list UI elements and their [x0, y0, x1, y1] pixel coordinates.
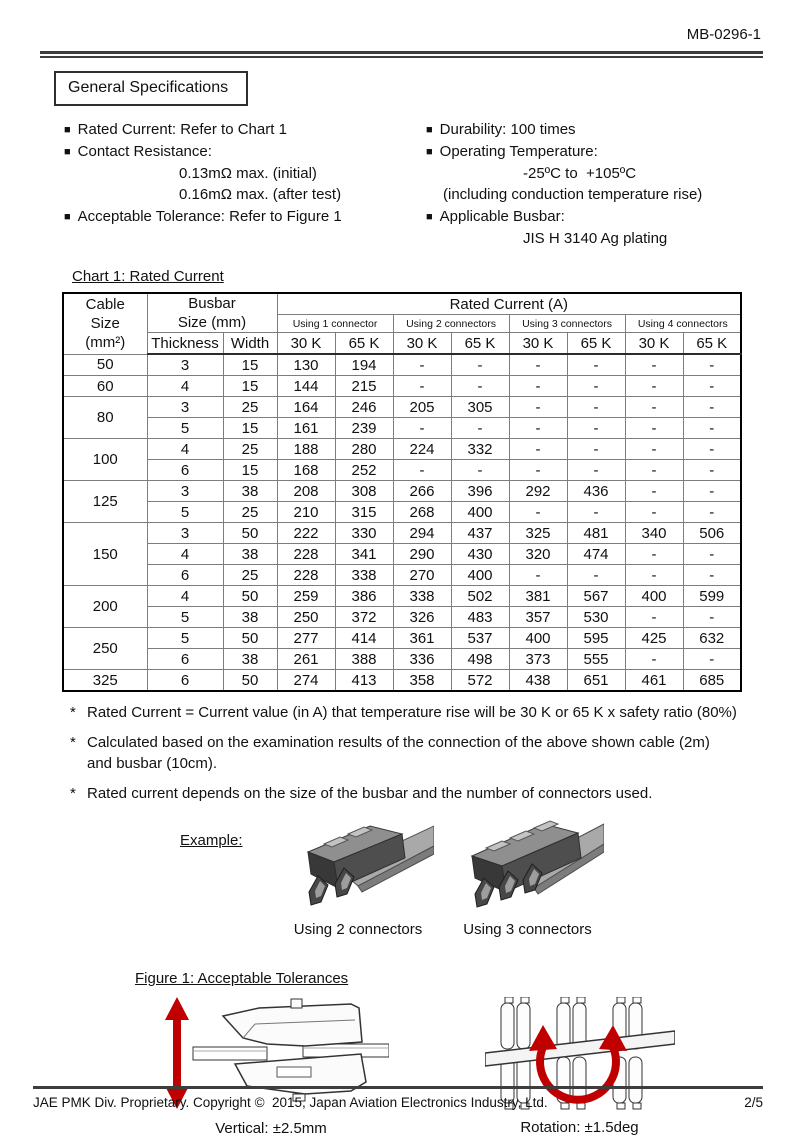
- thickness-cell: 6: [147, 670, 223, 692]
- col-header-30k: 30 K: [277, 333, 335, 355]
- table-row: [63, 565, 741, 586]
- current-cell: 280: [335, 439, 393, 460]
- spec-durability: [426, 121, 763, 138]
- thickness-cell: 6: [147, 565, 223, 586]
- spec-label: Durability: 100 times: [439, 121, 576, 138]
- current-cell: 396: [451, 481, 509, 502]
- current-cell: -: [683, 397, 741, 418]
- col-header-30k: 30 K: [625, 333, 683, 355]
- cable-size-cell: 125: [63, 481, 147, 523]
- current-cell: -: [393, 418, 451, 439]
- current-cell: 437: [451, 523, 509, 544]
- width-cell: 38: [223, 544, 277, 565]
- current-cell: 530: [567, 607, 625, 628]
- current-cell: 224: [393, 439, 451, 460]
- current-cell: 341: [335, 544, 393, 565]
- col-header-cable-size: Cable Size (mm²): [63, 293, 147, 354]
- current-cell: 361: [393, 628, 451, 649]
- spec-applicable-busbar: [426, 208, 763, 225]
- footnote-marker: *: [70, 704, 76, 721]
- table-row: [63, 649, 741, 670]
- current-cell: 483: [451, 607, 509, 628]
- header-double-rule: [40, 51, 763, 58]
- thickness-cell: 3: [147, 397, 223, 418]
- current-cell: 386: [335, 586, 393, 607]
- current-cell: 228: [277, 565, 335, 586]
- current-cell: 651: [567, 670, 625, 692]
- current-cell: 194: [335, 354, 393, 376]
- width-cell: 15: [223, 376, 277, 397]
- current-cell: -: [625, 649, 683, 670]
- current-cell: 632: [683, 628, 741, 649]
- spec-label: Applicable Busbar:: [439, 208, 565, 225]
- current-cell: -: [567, 460, 625, 481]
- current-cell: 320: [509, 544, 567, 565]
- current-cell: -: [567, 376, 625, 397]
- current-cell: 357: [509, 607, 567, 628]
- thickness-cell: 4: [147, 439, 223, 460]
- col-header-30k: 30 K: [509, 333, 567, 355]
- table-row: [63, 354, 741, 376]
- width-cell: 15: [223, 460, 277, 481]
- col-header-30k: 30 K: [393, 333, 451, 355]
- current-cell: -: [393, 354, 451, 376]
- current-cell: -: [509, 397, 567, 418]
- current-cell: -: [625, 460, 683, 481]
- footnotes: [70, 702, 763, 804]
- table-header-row-1: [63, 293, 741, 315]
- current-cell: 326: [393, 607, 451, 628]
- page-number: 2/5: [744, 1095, 763, 1110]
- current-cell: 425: [625, 628, 683, 649]
- current-cell: 338: [393, 586, 451, 607]
- thickness-cell: 5: [147, 502, 223, 523]
- cable-size-cell: 100: [63, 439, 147, 481]
- current-cell: -: [625, 481, 683, 502]
- spec-subline: JIS H 3140 Ag plating: [523, 230, 668, 247]
- vertical-tolerance-figure: [152, 994, 390, 1137]
- current-cell: 315: [335, 502, 393, 523]
- current-cell: -: [625, 439, 683, 460]
- current-cell: 168: [277, 460, 335, 481]
- current-cell: 481: [567, 523, 625, 544]
- example-caption: Using 3 connectors: [463, 921, 592, 938]
- spec-acceptable-tolerance: [64, 208, 426, 225]
- current-cell: 277: [277, 628, 335, 649]
- current-cell: 436: [567, 481, 625, 502]
- current-cell: -: [567, 397, 625, 418]
- cable-size-cell: 60: [63, 376, 147, 397]
- current-cell: -: [393, 460, 451, 481]
- width-cell: 50: [223, 670, 277, 692]
- current-cell: 305: [451, 397, 509, 418]
- vertical-tolerance-caption: Vertical: ±2.5mm: [215, 1120, 327, 1137]
- current-cell: 400: [451, 565, 509, 586]
- cable-size-cell: 50: [63, 354, 147, 376]
- table-row: [63, 523, 741, 544]
- current-cell: 208: [277, 481, 335, 502]
- current-cell: 164: [277, 397, 335, 418]
- page-footer: [33, 1086, 763, 1110]
- col-header-65k: 65 K: [567, 333, 625, 355]
- footnote-text: Rated Current = Current value (in A) that temperature rise will be 30 K or 65 K x safety ratio (80%): [87, 704, 737, 721]
- spec-contact-resistance: [64, 143, 426, 160]
- specs-column-left: [64, 116, 426, 251]
- footnote-text: Rated current depends on the size of the busbar and the number of connectors used.: [87, 785, 653, 802]
- bullet-square-icon: ■: [64, 146, 71, 158]
- current-cell: 252: [335, 460, 393, 481]
- current-cell: 430: [451, 544, 509, 565]
- current-cell: 358: [393, 670, 451, 692]
- current-cell: -: [683, 481, 741, 502]
- current-cell: -: [509, 460, 567, 481]
- current-cell: 188: [277, 439, 335, 460]
- table-row: [63, 481, 741, 502]
- current-cell: -: [683, 460, 741, 481]
- current-cell: -: [683, 502, 741, 523]
- current-cell: 215: [335, 376, 393, 397]
- current-cell: -: [509, 565, 567, 586]
- cable-size-cell: 200: [63, 586, 147, 628]
- width-cell: 50: [223, 523, 277, 544]
- current-cell: -: [451, 418, 509, 439]
- col-header-thickness: Thickness: [147, 333, 223, 355]
- table-row: [63, 586, 741, 607]
- specs-column-right: [426, 116, 763, 251]
- current-cell: -: [567, 565, 625, 586]
- current-cell: 210: [277, 502, 335, 523]
- spec-label: Rated Current: Refer to Chart 1: [77, 121, 287, 138]
- table-row: [63, 502, 741, 523]
- current-cell: 567: [567, 586, 625, 607]
- bullet-square-icon: ■: [426, 146, 433, 158]
- footnote-marker: *: [70, 734, 76, 751]
- footnote: [70, 702, 738, 723]
- current-cell: 340: [625, 523, 683, 544]
- bullet-square-icon: ■: [64, 124, 71, 136]
- current-cell: -: [625, 607, 683, 628]
- table-row: [63, 418, 741, 439]
- current-cell: -: [683, 439, 741, 460]
- current-cell: -: [625, 502, 683, 523]
- current-cell: 438: [509, 670, 567, 692]
- current-cell: -: [509, 418, 567, 439]
- current-cell: 414: [335, 628, 393, 649]
- current-cell: 400: [451, 502, 509, 523]
- current-cell: -: [625, 376, 683, 397]
- spec-subline: 0.13mΩ max. (initial): [179, 165, 317, 182]
- current-cell: 205: [393, 397, 451, 418]
- table-row: [63, 439, 741, 460]
- current-cell: -: [393, 376, 451, 397]
- width-cell: 25: [223, 502, 277, 523]
- col-header-65k: 65 K: [335, 333, 393, 355]
- current-cell: -: [451, 376, 509, 397]
- width-cell: 50: [223, 628, 277, 649]
- current-cell: 338: [335, 565, 393, 586]
- current-cell: 413: [335, 670, 393, 692]
- width-cell: 25: [223, 565, 277, 586]
- general-specs: [64, 116, 763, 251]
- table-header-row-3: [63, 333, 741, 355]
- thickness-cell: 3: [147, 523, 223, 544]
- width-cell: 15: [223, 418, 277, 439]
- thickness-cell: 3: [147, 354, 223, 376]
- example-section: [40, 818, 763, 946]
- col-header-using-3-connectors: Using 3 connectors: [509, 315, 625, 333]
- current-cell: 268: [393, 502, 451, 523]
- example-caption: Using 2 connectors: [293, 921, 423, 938]
- current-cell: -: [625, 354, 683, 376]
- current-cell: 308: [335, 481, 393, 502]
- current-cell: 599: [683, 586, 741, 607]
- footnote: [70, 732, 738, 774]
- width-cell: 25: [223, 397, 277, 418]
- current-cell: 555: [567, 649, 625, 670]
- rotation-tolerance-figure: [482, 997, 677, 1136]
- current-cell: 144: [277, 376, 335, 397]
- current-cell: -: [509, 439, 567, 460]
- width-cell: 25: [223, 439, 277, 460]
- width-cell: 38: [223, 607, 277, 628]
- thickness-cell: 4: [147, 586, 223, 607]
- current-cell: 270: [393, 565, 451, 586]
- current-cell: 261: [277, 649, 335, 670]
- spec-subline: 0.16mΩ max. (after test): [179, 186, 342, 203]
- spec-subline: -25ºC to +105ºC: [523, 165, 637, 182]
- current-cell: 266: [393, 481, 451, 502]
- spec-operating-temperature: [426, 143, 763, 160]
- spec-label: Contact Resistance:: [77, 143, 212, 160]
- width-cell: 50: [223, 586, 277, 607]
- current-cell: -: [683, 418, 741, 439]
- rated-current-table: [62, 292, 742, 692]
- example-figure-3-connectors: [445, 818, 610, 938]
- current-cell: 388: [335, 649, 393, 670]
- bullet-square-icon: ■: [426, 211, 433, 223]
- current-cell: -: [451, 354, 509, 376]
- current-cell: -: [567, 439, 625, 460]
- thickness-cell: 4: [147, 544, 223, 565]
- table-row: [63, 376, 741, 397]
- thickness-cell: 6: [147, 649, 223, 670]
- footer-copyright: JAE PMK Div. Proprietary. Copyright © 2015, Japan Aviation Electronics Industry, Ltd.: [33, 1095, 548, 1110]
- current-cell: 400: [509, 628, 567, 649]
- current-cell: 572: [451, 670, 509, 692]
- current-cell: 228: [277, 544, 335, 565]
- cable-size-cell: 325: [63, 670, 147, 692]
- current-cell: 222: [277, 523, 335, 544]
- thickness-cell: 5: [147, 607, 223, 628]
- rotation-tolerance-caption: Rotation: ±1.5deg: [520, 1119, 639, 1136]
- col-header-using-4-connectors: Using 4 connectors: [625, 315, 741, 333]
- spec-label: Acceptable Tolerance: Refer to Figure 1: [77, 208, 342, 225]
- current-cell: -: [509, 376, 567, 397]
- col-header-busbar-size: Busbar Size (mm): [147, 293, 277, 333]
- cable-size-cell: 150: [63, 523, 147, 586]
- current-cell: 274: [277, 670, 335, 692]
- current-cell: 294: [393, 523, 451, 544]
- current-cell: 250: [277, 607, 335, 628]
- bullet-square-icon: ■: [64, 211, 71, 223]
- current-cell: 290: [393, 544, 451, 565]
- current-cell: 685: [683, 670, 741, 692]
- bullet-square-icon: ■: [426, 124, 433, 136]
- current-cell: 498: [451, 649, 509, 670]
- thickness-cell: 4: [147, 376, 223, 397]
- current-cell: 332: [451, 439, 509, 460]
- current-cell: 506: [683, 523, 741, 544]
- current-cell: 461: [625, 670, 683, 692]
- current-cell: -: [683, 649, 741, 670]
- current-cell: -: [509, 354, 567, 376]
- table-row: [63, 397, 741, 418]
- table-row: [63, 460, 741, 481]
- cable-size-cell: 80: [63, 397, 147, 439]
- col-header-rated-current: Rated Current (A): [277, 293, 741, 315]
- current-cell: -: [567, 502, 625, 523]
- current-cell: -: [451, 460, 509, 481]
- section-title-box: [54, 71, 248, 106]
- current-cell: 259: [277, 586, 335, 607]
- spec-label: Operating Temperature:: [439, 143, 598, 160]
- current-cell: -: [567, 354, 625, 376]
- col-header-65k: 65 K: [451, 333, 509, 355]
- current-cell: 330: [335, 523, 393, 544]
- current-cell: -: [683, 354, 741, 376]
- current-cell: 161: [277, 418, 335, 439]
- thickness-cell: 5: [147, 418, 223, 439]
- current-cell: -: [683, 376, 741, 397]
- example-label: Example:: [180, 832, 243, 849]
- footnote: [70, 783, 738, 804]
- footnote-marker: *: [70, 785, 76, 802]
- section-title: General Specifications: [68, 79, 229, 96]
- connector-2-image: [282, 818, 434, 914]
- footnote-text: Calculated based on the examination results of the connection of the above shown cable (2m) and busbar (10cm).: [87, 734, 710, 772]
- current-cell: -: [625, 565, 683, 586]
- current-cell: 336: [393, 649, 451, 670]
- table-row: [63, 670, 741, 692]
- current-cell: -: [683, 565, 741, 586]
- doc-number: MB-0296-1: [686, 26, 761, 43]
- current-cell: -: [683, 544, 741, 565]
- width-cell: 15: [223, 354, 277, 376]
- width-cell: 38: [223, 481, 277, 502]
- col-header-width: Width: [223, 333, 277, 355]
- current-cell: 239: [335, 418, 393, 439]
- chart-title: Chart 1: Rated Current: [72, 268, 224, 285]
- current-cell: 595: [567, 628, 625, 649]
- cable-size-cell: 250: [63, 628, 147, 670]
- example-figure-2-connectors: [278, 818, 438, 938]
- table-row: [63, 628, 741, 649]
- thickness-cell: 5: [147, 628, 223, 649]
- rated-current-tbody: [63, 354, 741, 691]
- current-cell: -: [625, 544, 683, 565]
- col-header-using-1-connector: Using 1 connector: [277, 315, 393, 333]
- current-cell: -: [625, 418, 683, 439]
- width-cell: 38: [223, 649, 277, 670]
- spec-subline: (including conduction temperature rise): [443, 186, 703, 203]
- current-cell: 537: [451, 628, 509, 649]
- col-header-using-2-connectors: Using 2 connectors: [393, 315, 509, 333]
- current-cell: -: [567, 418, 625, 439]
- current-cell: -: [625, 397, 683, 418]
- current-cell: 372: [335, 607, 393, 628]
- current-cell: 502: [451, 586, 509, 607]
- table-row: [63, 544, 741, 565]
- current-cell: 474: [567, 544, 625, 565]
- current-cell: 381: [509, 586, 567, 607]
- table-row: [63, 607, 741, 628]
- current-cell: -: [509, 502, 567, 523]
- current-cell: 130: [277, 354, 335, 376]
- connector-3-image: [452, 818, 604, 914]
- thickness-cell: 3: [147, 481, 223, 502]
- current-cell: 292: [509, 481, 567, 502]
- current-cell: 246: [335, 397, 393, 418]
- current-cell: 373: [509, 649, 567, 670]
- current-cell: 325: [509, 523, 567, 544]
- figure1-title: Figure 1: Acceptable Tolerances: [135, 970, 349, 987]
- current-cell: 400: [625, 586, 683, 607]
- spec-rated-current: [64, 121, 426, 138]
- current-cell: -: [683, 607, 741, 628]
- thickness-cell: 6: [147, 460, 223, 481]
- col-header-65k: 65 K: [683, 333, 741, 355]
